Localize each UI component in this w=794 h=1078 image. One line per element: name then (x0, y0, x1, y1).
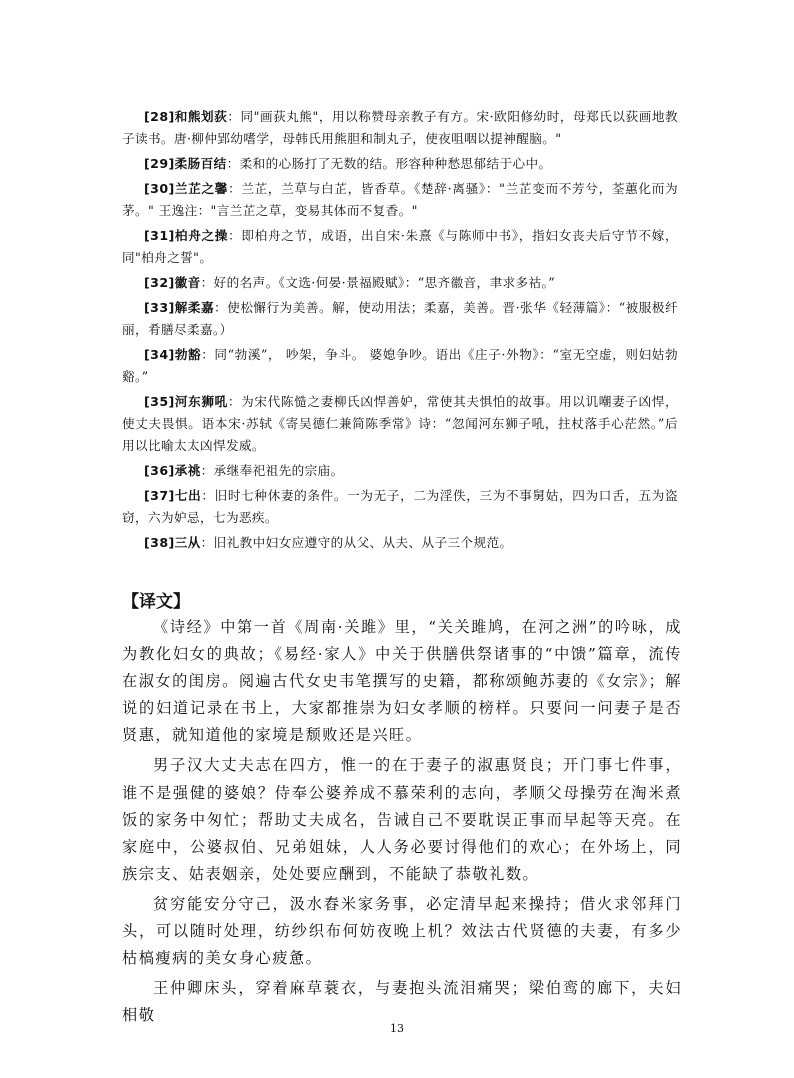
note-33 (122, 297, 678, 341)
note-term: 柏舟之操 (174, 228, 229, 243)
note-ref: [35] (144, 394, 175, 409)
note-30 (122, 178, 678, 222)
note-term: 和熊划荻 (174, 109, 228, 124)
note-ref: [36] (144, 463, 175, 478)
note-text: ：柔和的心肠打了无数的结。形容种种愁思郁结于心中。 (226, 156, 552, 171)
note-ref: [38] (144, 535, 175, 550)
note-term: 解柔嘉 (174, 300, 215, 315)
note-text: ：为宋代陈慥之妻柳氏凶悍善妒，常使其夫惧怕的故事。用以讥嘲妻子凶悍，使丈夫畏惧。语本宋·苏轼《寄吴德仁兼简陈季常》诗：“忽闻河东狮子吼，拄杖落手心茫然。”后用以比喻太太凶悍发威。 (122, 394, 678, 453)
translation-paragraph: 男子汉大丈夫志在四方，惟一的在于妻子的淑惠贤良；开门事七件事，谁不是强健的婆娘？侍奉公婆养成不慕荣利的志向，孝顺父母操劳在淘米煮饭的家务中匆忙；帮助丈夫成名，告诫自己不要耽误正事而早起等天亮。在家庭中，公婆叔伯、兄弟姐妹，人人务必要讨得他们的欢心；在外场上，同族宗支、姑表姻亲，处处要应酬到，不能缺了恭敬礼数。 (122, 756, 682, 883)
note-32 (122, 272, 678, 294)
note-text: ：即柏舟之节，成语，出自宋·朱熹《与陈师中书》，指妇女丧夫后守节不嫁，同"柏舟之誓"。 (122, 228, 678, 265)
note-34 (122, 344, 678, 388)
note-term: 勃豁 (174, 347, 202, 362)
note-35 (122, 391, 678, 457)
note-ref: [29] (144, 156, 175, 171)
note-text: ：承继奉祀祖先的宗庙。 (200, 463, 344, 478)
note-text: ：好的名声。《文选·何晏·景福殿赋》：“思齐徽音，聿求多祜。” (200, 275, 556, 290)
note-text: ：兰芷，兰草与白芷，皆香草。《楚辞·离骚》："兰芷变而不芳兮，荃蕙化而为茅。" 王逸注："言兰芷之草，变易其体而不复香。" (122, 181, 678, 218)
note-37 (122, 485, 678, 529)
note-text: ：旧时七种休妻的条件。一为无子，二为淫佚，三为不事舅姑，四为口舌，五为盗窃，六为妒忌，七为恶疾。 (122, 488, 678, 525)
note-ref: [28] (144, 109, 175, 124)
translation-body (122, 614, 682, 1032)
annotation-notes (122, 106, 678, 557)
note-term: 柔肠百结 (174, 156, 227, 171)
note-text: ：旧礼教中妇女应遵守的从父、从夫、从子三个规范。 (200, 535, 513, 550)
note-ref: [34] (144, 347, 175, 362)
note-31 (122, 225, 678, 269)
note-term: 承祧 (174, 463, 201, 478)
note-36 (122, 460, 678, 482)
section-title-translation: 【译文】 (122, 592, 190, 612)
note-term: 徽音 (174, 275, 201, 290)
note-ref: [33] (144, 300, 175, 315)
note-29 (122, 153, 678, 175)
note-term: 兰芷之馨 (174, 181, 229, 196)
note-28 (122, 106, 678, 150)
note-38 (122, 532, 678, 554)
note-ref: [32] (144, 275, 175, 290)
translation-paragraph: 《诗经》中第一首《周南·关雎》里，“关关雎鸠，在河之洲”的吟咏，成为教化妇女的典故；《易经·家人》中关于供膳供祭诸事的“中馈”篇章，流传在淑女的闺房。阅遍古代女史韦笔撰写的史籍，都称颂鲍苏妻的《女宗》；解说的妇道记录在书上，大家都推崇为妇女孝顺的榜样。只要问一问妻子是否贤惠，就知道他的家境是颓败还是兴旺。 (122, 618, 682, 745)
note-term: 三从 (174, 535, 201, 550)
note-text: ：同"画荻丸熊"，用以称赞母亲教子有方。宋·欧阳修幼时，母郑氏以荻画地教子读书。唐·柳仲郢幼嗜学，母韩氏用熊胆和制丸子，使夜咀咽以提神醒脑。" (122, 109, 678, 146)
note-ref: [37] (144, 488, 175, 503)
note-ref: [30] (144, 181, 175, 196)
page-number: 13 (390, 1022, 404, 1035)
note-term: 河东狮吼 (174, 394, 228, 409)
note-text: ：使松懈行为美善。解，使动用法；柔嘉，美善。晋·张华《轻薄篇》：“被服极纤丽，肴膳尽柔嘉。） (122, 300, 678, 337)
translation-paragraph: 王仲卿床头，穿着麻草蓑衣，与妻抱头流泪痛哭；梁伯鸾的廊下，夫妇相敬 (122, 979, 682, 1025)
note-ref: [31] (144, 228, 175, 243)
note-text: ：同“勃溪”， 吵架，争斗。 婆媳争吵。语出《庄子·外物》：“室无空虚，则妇姑勃谿。” (122, 347, 678, 384)
note-term: 七出 (174, 488, 202, 503)
translation-paragraph: 贫穷能安分守己，汲水舂米家务事，必定清早起来操持；借火求邻拜门头，可以随时处理，纺纱织布何妨夜晚上机？效法古代贤德的夫妻，有多少枯槁瘦病的美女身心疲惫。 (122, 894, 682, 968)
